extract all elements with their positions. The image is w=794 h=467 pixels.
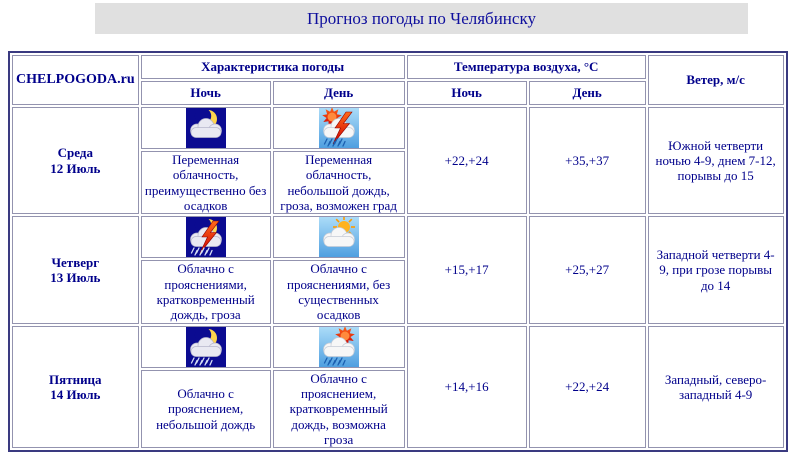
day-description: Облачно с прояснениями, без существенных осадков bbox=[273, 260, 405, 323]
subheader-temperature-day: День bbox=[529, 81, 646, 105]
night-temperature: +14,+16 bbox=[407, 326, 527, 449]
day-description: Облачно с прояснением, кратковременный дождь, возможна гроза bbox=[273, 370, 405, 449]
day-description: Переменная облачность, небольшой дождь, гроза, возможен град bbox=[273, 151, 405, 214]
day-date: 14 Июль bbox=[50, 386, 101, 402]
subheader-characteristic-night: Ночь bbox=[141, 81, 271, 105]
site-brand: CHELPOGODA.ru bbox=[12, 55, 139, 105]
col-header-characteristic: Характеристика погоды bbox=[141, 55, 405, 79]
page-title-bar bbox=[95, 3, 748, 34]
col-header-temperature: Температура воздуха, °С bbox=[407, 55, 646, 79]
night-partly-cloudy-icon bbox=[186, 108, 226, 148]
wind-cell: Южной четверти ночью 4-9, днем 7-12, порывы до 15 bbox=[648, 107, 784, 214]
day-date-cell bbox=[12, 326, 139, 449]
night-description: Облачно с прояснениями, кратковременный дождь, гроза bbox=[141, 260, 271, 323]
weather-forecast-table bbox=[8, 51, 788, 452]
day-date: 12 Июль bbox=[50, 160, 101, 176]
day-icon-cell bbox=[273, 107, 405, 149]
night-description: Облачно с прояснением, небольшой дождь bbox=[141, 370, 271, 449]
day-temperature: +22,+24 bbox=[529, 326, 646, 449]
subheader-temperature-night: Ночь bbox=[407, 81, 527, 105]
day-partly-cloudy-icon bbox=[319, 217, 359, 257]
night-description: Переменная облачность, преимущественно без осадков bbox=[141, 151, 271, 214]
night-icon-cell bbox=[141, 326, 271, 368]
day-date-cell bbox=[12, 216, 139, 323]
wind-cell: Западный, северо-западный 4-9 bbox=[648, 326, 784, 449]
col-header-wind: Ветер, м/с bbox=[648, 55, 784, 105]
night-icon-cell bbox=[141, 216, 271, 258]
subheader-characteristic-day: День bbox=[273, 81, 405, 105]
wind-cell: Западной четверти 4-9, при грозе порывы до 14 bbox=[648, 216, 784, 323]
night-temperature: +15,+17 bbox=[407, 216, 527, 323]
night-rain-thunderstorm-icon bbox=[186, 217, 226, 257]
night-temperature: +22,+24 bbox=[407, 107, 527, 214]
day-date-cell bbox=[12, 107, 139, 214]
day-icon-cell bbox=[273, 326, 405, 368]
day-date: 13 Июль bbox=[50, 269, 101, 285]
day-name: Пятница bbox=[49, 371, 102, 387]
day-rain-sun-icon bbox=[319, 327, 359, 367]
day-name: Среда bbox=[57, 145, 93, 161]
day-name: Четверг bbox=[51, 254, 100, 270]
night-icon-cell bbox=[141, 107, 271, 149]
day-icon-cell bbox=[273, 216, 405, 258]
day-rain-thunderstorm-icon bbox=[319, 108, 359, 148]
night-rain-icon bbox=[186, 327, 226, 367]
page-title: Прогноз погоды по Челябинску bbox=[307, 8, 536, 28]
day-temperature: +35,+37 bbox=[529, 107, 646, 214]
day-temperature: +25,+27 bbox=[529, 216, 646, 323]
